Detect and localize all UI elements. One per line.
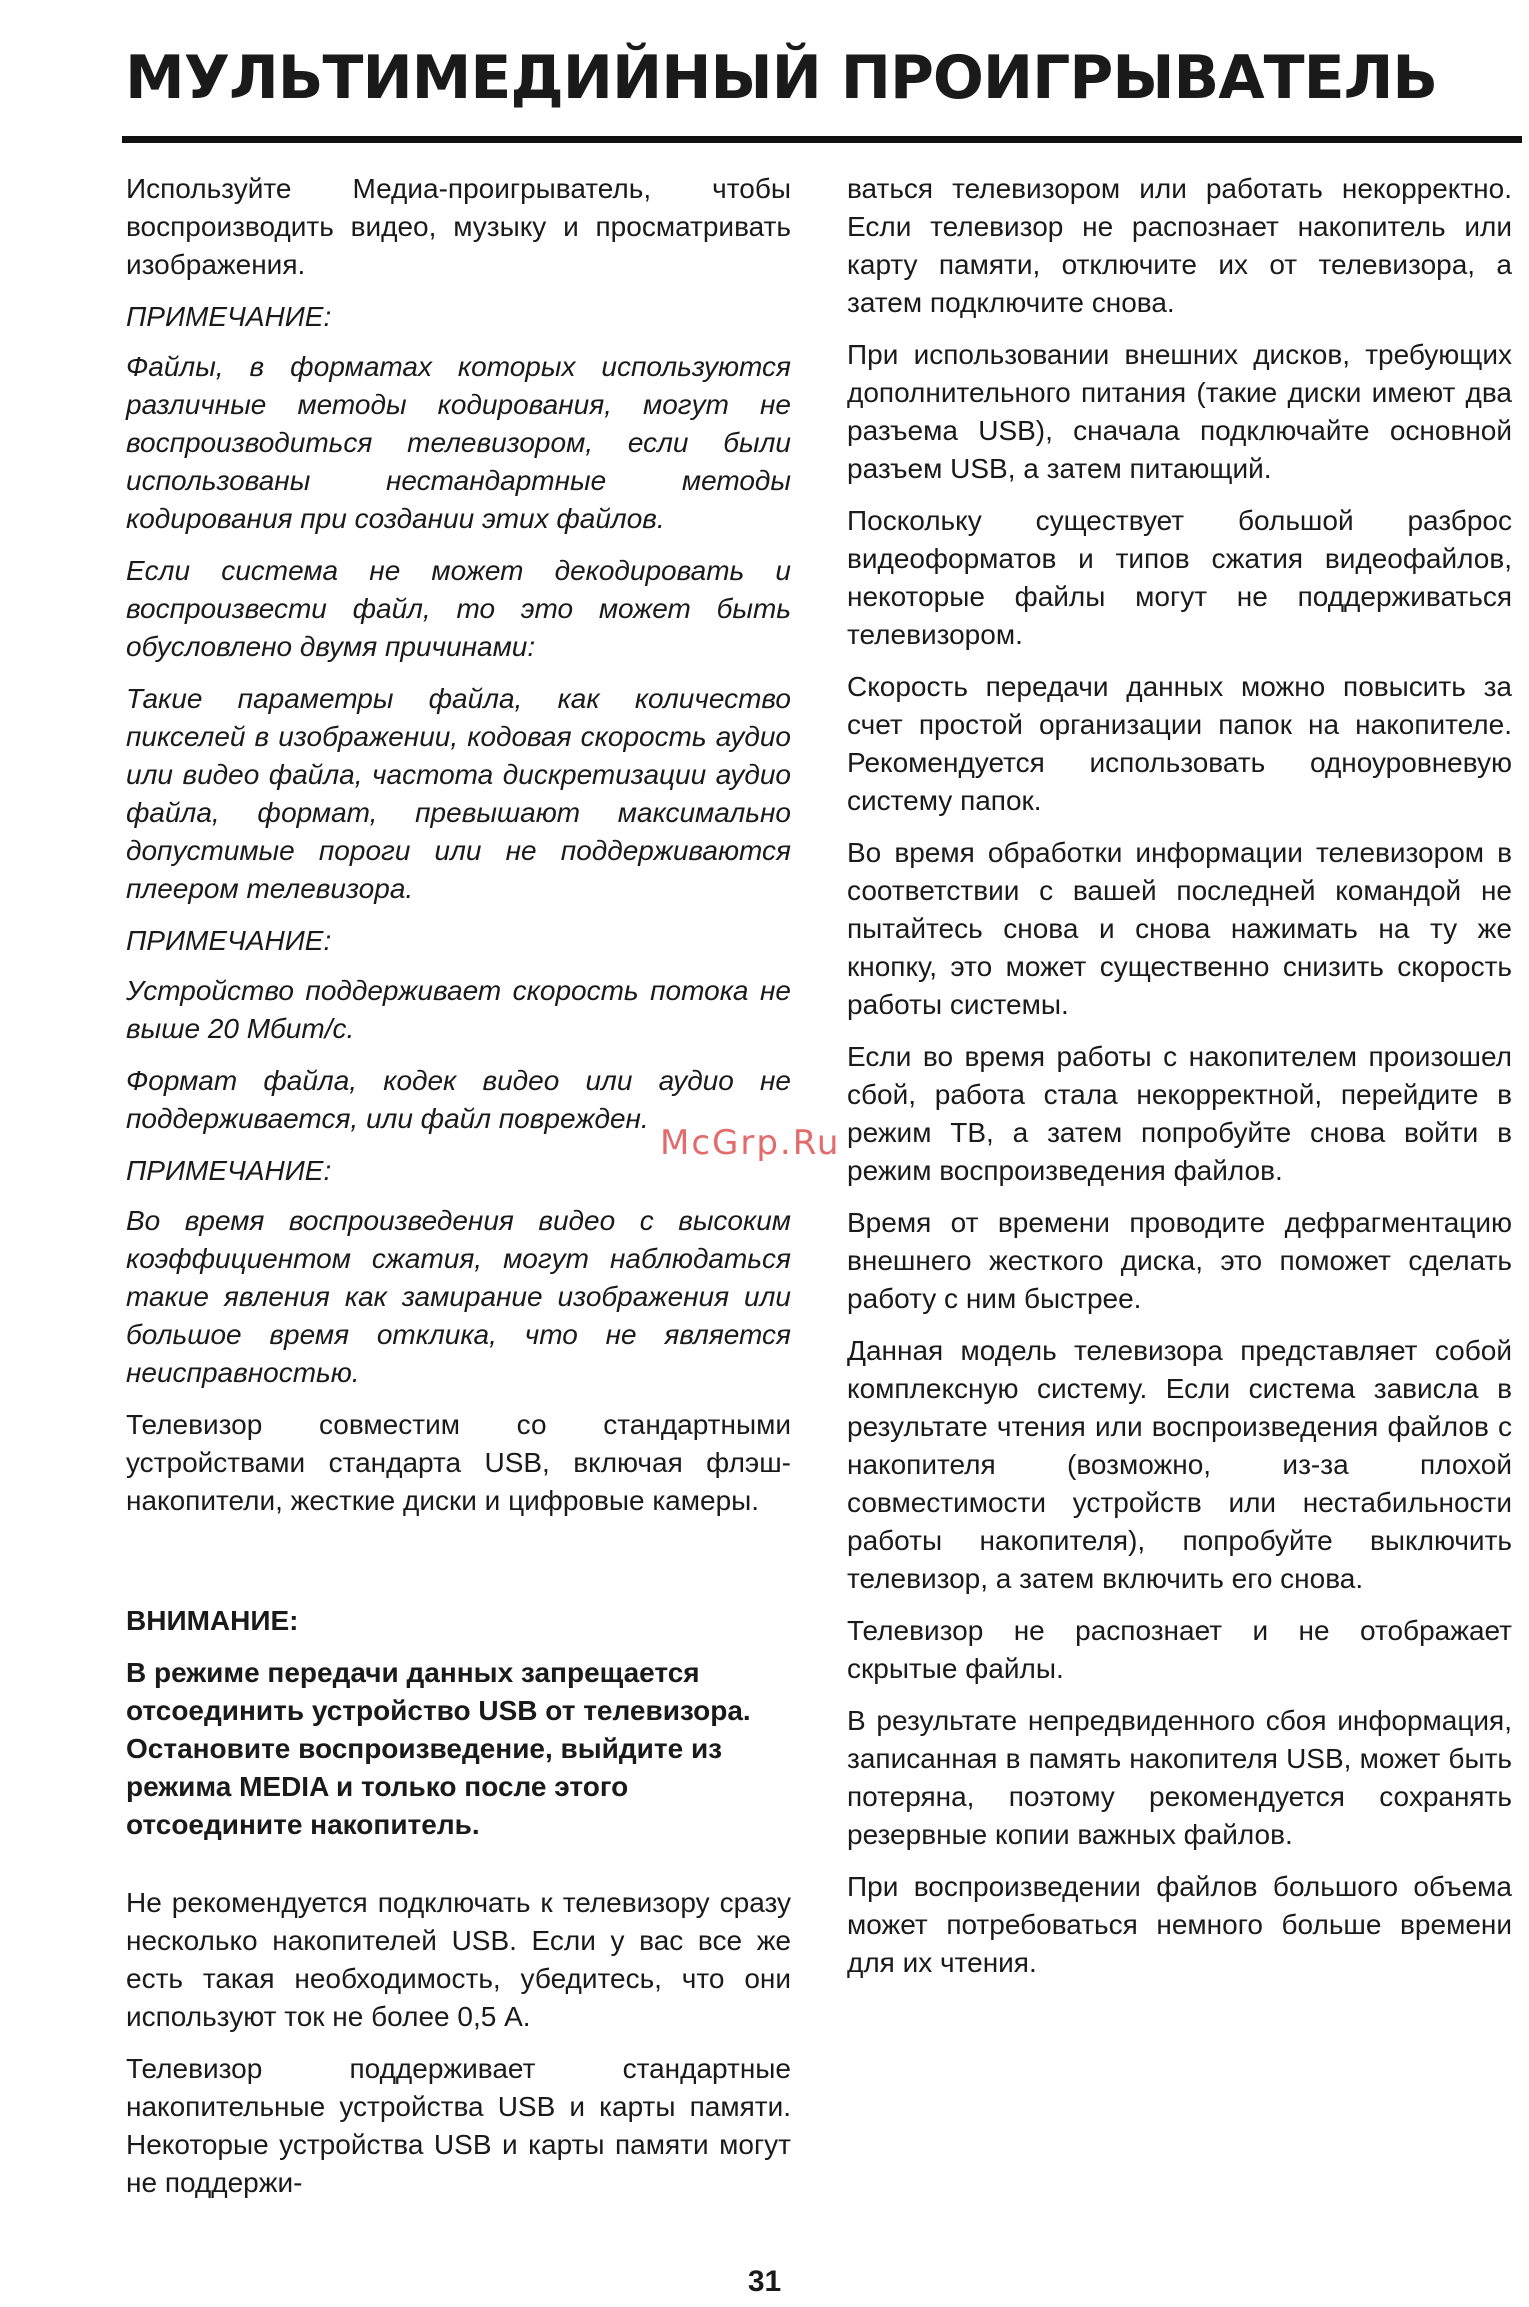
paragraph: При воспроизведении файлов большого объема может потребоваться немного больше времени для их чтения. bbox=[847, 1871, 1512, 1978]
paragraph: Данная модель телевизора представляет собой комплексную систему. Если система зависла в результате чтения или воспроизведения файлов с накопителя (возможно, из-за плохой совместимости устройств или нестабильности работы накопителя), попробуйте выключить телевизор, а затем включить его снова. bbox=[847, 1335, 1512, 1594]
left-column bbox=[126, 170, 791, 2216]
note-text: Если система не может декодировать и воспроизвести файл, то это может быть обусловлено двумя причинами: bbox=[126, 555, 791, 662]
warning-label: ВНИМАНИЕ: bbox=[126, 1605, 299, 1636]
title-underline bbox=[122, 136, 1522, 143]
paragraph: В результате непредвиденного сбоя информация, записанная в память накопителя USB, может быть потеряна, поэтому рекомендуется сохранять резервные копии важных файлов. bbox=[847, 1705, 1512, 1850]
note-text: Файлы, в форматах которых используются различные методы кодирования, могут не воспроизводиться телевизором, если были использованы нестандартные методы кодирования при создании этих файлов. bbox=[126, 351, 791, 534]
note-text: Формат файла, кодек видео или аудио не поддерживается, или файл поврежден. bbox=[126, 1065, 791, 1134]
right-column bbox=[847, 170, 1512, 1996]
warning-text: В режиме передачи данных запрещается отсоединить устройство USB от телевизора. Остановите воспроизведение, выйдите из режима MEDIA и только после этого отсоедините накопитель. bbox=[126, 1657, 751, 1840]
note-text: Такие параметры файла, как количество пикселей в изображении, кодовая скорость аудио или видео файла, частота дискретизации аудио файла, формат, превышают максимально допустимые пороги или не поддерживаются плеером телевизора. bbox=[126, 683, 791, 904]
spacer bbox=[126, 1534, 791, 1602]
paragraph: Телевизор не распознает и не отображает скрытые файлы. bbox=[847, 1615, 1512, 1684]
paragraph: ваться телевизором или работать некорректно. Если телевизор не распознает накопитель или карту памяти, отключите их от телевизора, а затем подключите снова. bbox=[847, 173, 1512, 318]
paragraph: Во время обработки информации телевизором в соответствии с вашей последней командой не пытайтесь снова и снова нажимать на ту же кнопку, это может существенно снизить скорость работы системы. bbox=[847, 837, 1512, 1020]
note-label: ПРИМЕЧАНИЕ: bbox=[126, 1155, 332, 1186]
watermark: McGrp.Ru bbox=[660, 1123, 841, 1163]
compatibility-paragraph: Телевизор совместим со стандартными устройствами стандарта USB, включая флэш-накопители, жесткие диски и цифровые камеры. bbox=[126, 1409, 791, 1516]
note-label: ПРИМЕЧАНИЕ: bbox=[126, 925, 332, 956]
multiple-drives-paragraph: Не рекомендуется подключать к телевизору сразу несколько накопителей USB. Если у вас все же есть такая необходимость, убедитесь, что они используют ток не более 0,5 А. bbox=[126, 1887, 791, 2032]
note-text: Устройство поддерживает скорость потока не выше 20 Мбит/с. bbox=[126, 975, 791, 1044]
page-number: 31 bbox=[747, 2265, 782, 2298]
paragraph: Время от времени проводите дефрагментацию внешнего жесткого диска, это поможет сделать работу с ним быстрее. bbox=[847, 1207, 1512, 1314]
usb-support-paragraph: Телевизор поддерживает стандартные накопительные устройства USB и карты памяти. Некоторые устройства USB и карты памяти могут не поддержи- bbox=[126, 2053, 791, 2198]
note-text: Во время воспроизведения видео с высоким коэффициентом сжатия, могут наблюдаться такие явления как замирание изображения или большое время отклика, что не является неисправностью. bbox=[126, 1205, 791, 1388]
page-title: МУЛЬТИМЕДИЙНЫЙ ПРОИГРЫВАТЕЛЬ bbox=[125, 43, 1438, 113]
paragraph: Поскольку существует большой разброс видеоформатов и типов сжатия видеофайлов, некоторые файлы могут не поддерживаться телевизором. bbox=[847, 505, 1512, 650]
intro-paragraph: Используйте Медиа-проигрыватель, чтобы воспроизводить видео, музыку и просматривать изображения. bbox=[126, 173, 791, 280]
paragraph: При использовании внешних дисков, требующих дополнительного питания (такие диски имеют два разъема USB), сначала подключайте основной разъем USB, а затем питающий. bbox=[847, 339, 1512, 484]
note-label: ПРИМЕЧАНИЕ: bbox=[126, 301, 332, 332]
paragraph: Скорость передачи данных можно повысить за счет простой организации папок на накопителе. Рекомендуется использовать одноуровневую систему папок. bbox=[847, 671, 1512, 816]
paragraph: Если во время работы с накопителем произошел сбой, работа стала некорректной, перейдите в режим ТВ, а затем попробуйте снова войти в режим воспроизведения файлов. bbox=[847, 1041, 1512, 1186]
